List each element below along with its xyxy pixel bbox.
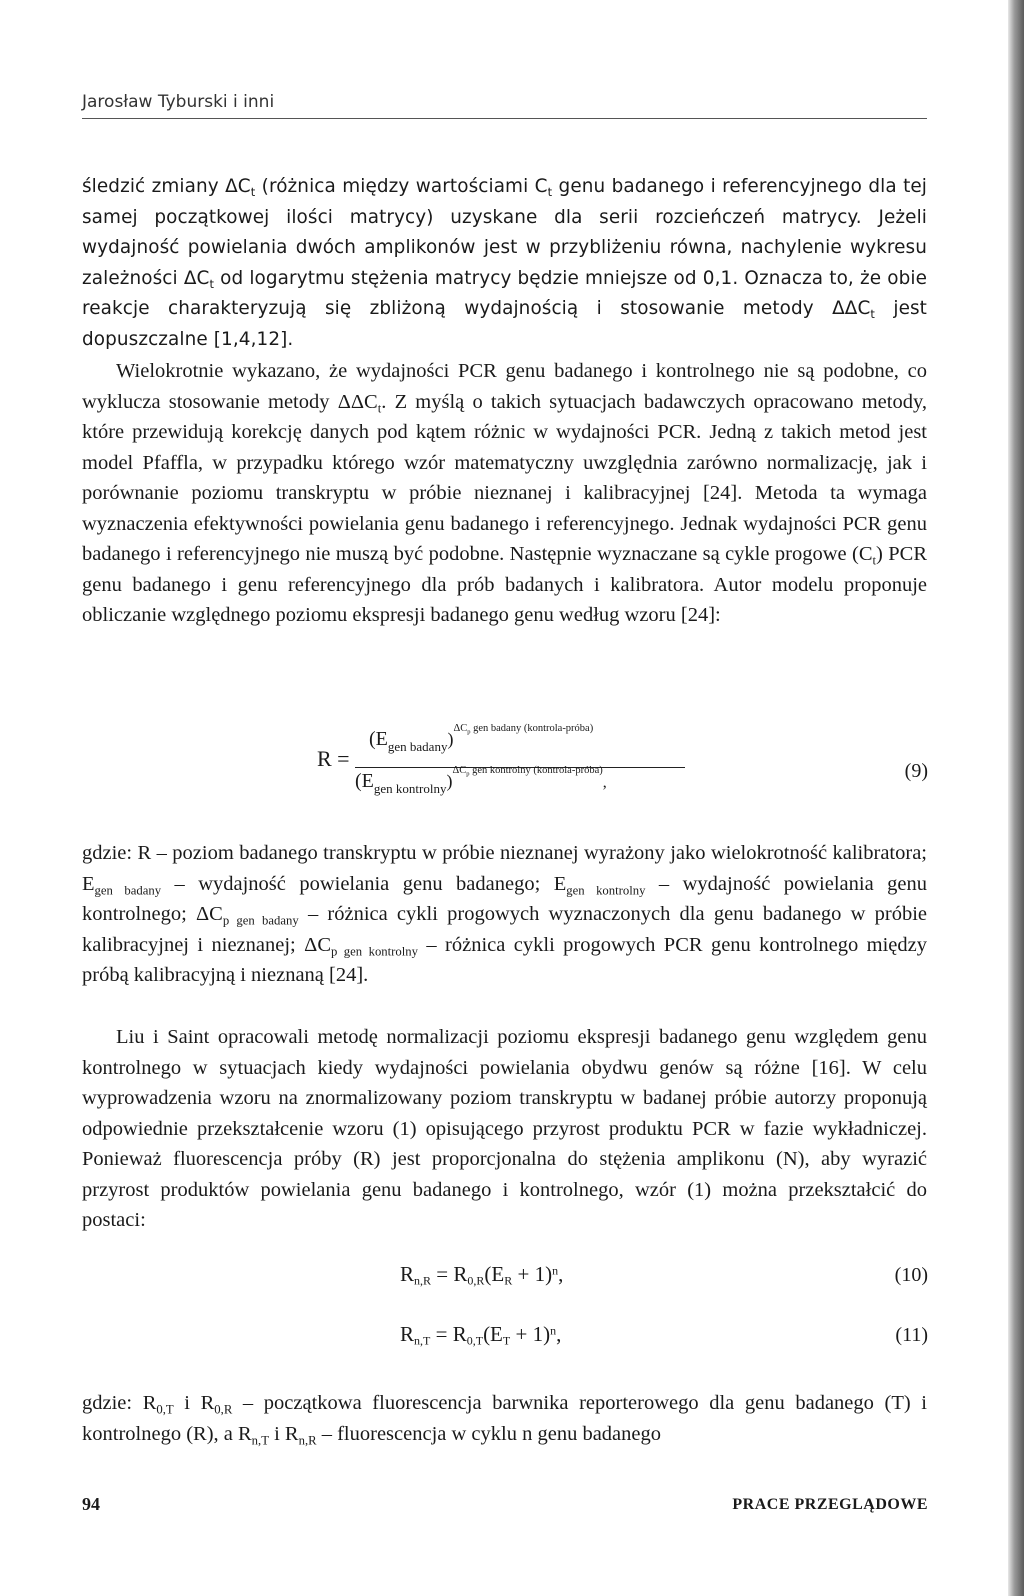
journal-section: PRACE PRZEGLĄDOWE: [732, 1496, 928, 1513]
paragraph-5: gdzie: $R_{0,T}$ i $R_{0,R}$ – początkowa fluorescencja barwnika reporterowego dla genu badanego (T) i kontrolnego (R), a $R_{n,T}$ i $R_{n,R}$ – fluorescencja w cyklu n genu badanego: [82, 1392, 928, 1447]
eq9-denominator: $(E_{gen kontrolny})^{\Delta C_p gen kontrolny (kontrola-próba)}$,: [355, 765, 607, 796]
paragraph-3: gdzie: R – poziom badanego transkryptu w próbie nieznanej wyrażony jako wielokrotność kalibratora; $E_{gen badany}$ – wydajność powielania genu badanego; $E_{gen kontrolny}$ – wydajność powielania genu kontrolnego; $\Delta C_{p gen badany}$ – różnica cykli progowych wyznaczonych dla genu badanego w próbie kalibracyjnej i nieznanej; $\Delta C_{p gen kontrolny}$ – różnica cykli progowych PCR genu kontrolnego między próbą kalibracyjną i nieznaną [24].: [82, 842, 928, 986]
paragraph-4: Liu i Saint opracowali metodę normalizacji poziomu ekspresji badanego genu względem genu kontrolnego w sytuacjach kiedy wydajności powielania obydwu genów są różne [16]. W celu wyprowadzenia wzoru na znormalizowany poziom transkryptu w badanej próbie autorzy proponują odpowiednie przekształcenie wzoru (1) opisującego przyrost produktu PCR w fazie wykładniczej. Ponieważ fluorescencja próby (R) jest proporcjonalna do stężenia amplikonu (N), aby wyrazić przyrost produktów powielania genu badanego i kontrolnego, wzór (1) można przekształcić do postaci:: [82, 1026, 927, 1231]
eq9-lhs: R =: [317, 746, 350, 771]
paragraph-1: śledzić zmiany $\Delta C_t$ (różnica między wartościami $C_t$ genu badanego i referencyjnego dla tej samej początkowej ilości matrycy) uzyskane dla serii rozcieńczeń matrycy. Jeżeli wydajność powielania dwóch amplikonów jest w przybliżeniu równa, nachylenie wykresu zależności $\Delta C_t$ od logarytmu stężenia matrycy będzie mniejsze od 0,1. Oznacza to, że obie reakcje charakteryzują się zbliżoną wydajnością i stosowanie metody $\Delta\Delta C_t$ jest dopuszczalne [1,4,12].: [82, 176, 927, 350]
header-rule: [82, 118, 927, 119]
equation-number-10: (10): [894, 1264, 928, 1286]
page-edge-shadow: [1008, 0, 1024, 1596]
running-header: Jarosław Tyburski i inni: [82, 92, 275, 112]
equation-10: $R_{n,R} = R_{0,R}(E_R + 1)^n$,: [400, 1262, 564, 1288]
page-number: 94: [82, 1494, 100, 1514]
equation-number-9: (9): [904, 760, 928, 782]
paragraph-2: Wielokrotnie wykazano, że wydajności PCR genu badanego i kontrolnego nie są podobne, co wyklucza stosowanie metody $\Delta\Delta C_t$. Z myślą o takich sytuacjach badawczych opracowano metody, które przewidują korekcję danych pod kątem różnic w wydajności PCR. Jedną z takich metod jest model Pfaffla, w przypadku którego wzór matematyczny uwzględnia zarówno normalizację, jak i porównanie poziomu transkryptu w próbie nieznanej i kalibracyjnej [24]. Metoda ta wymaga wyznaczenia efektywności powielania genu badanego i referencyjnego. Jednak wydajności PCR genu badanego i referencyjnego nie muszą być podobne. Następnie wyznaczane są cykle progowe $(C_t)$ PCR genu badanego i genu referencyjnego dla prób badanych i kalibratora. Autor modelu proponuje obliczanie względnego poziomu ekspresji badanego genu według wzoru [24]:: [82, 360, 928, 626]
equation-number-11: (11): [895, 1324, 928, 1346]
eq9-numerator: $(E_{gen badany})^{\Delta C_p gen badany (kontrola-próba)}$: [369, 723, 594, 754]
equation-11: $R_{n,T} = R_{0,T}(E_T + 1)^n$,: [400, 1322, 562, 1348]
